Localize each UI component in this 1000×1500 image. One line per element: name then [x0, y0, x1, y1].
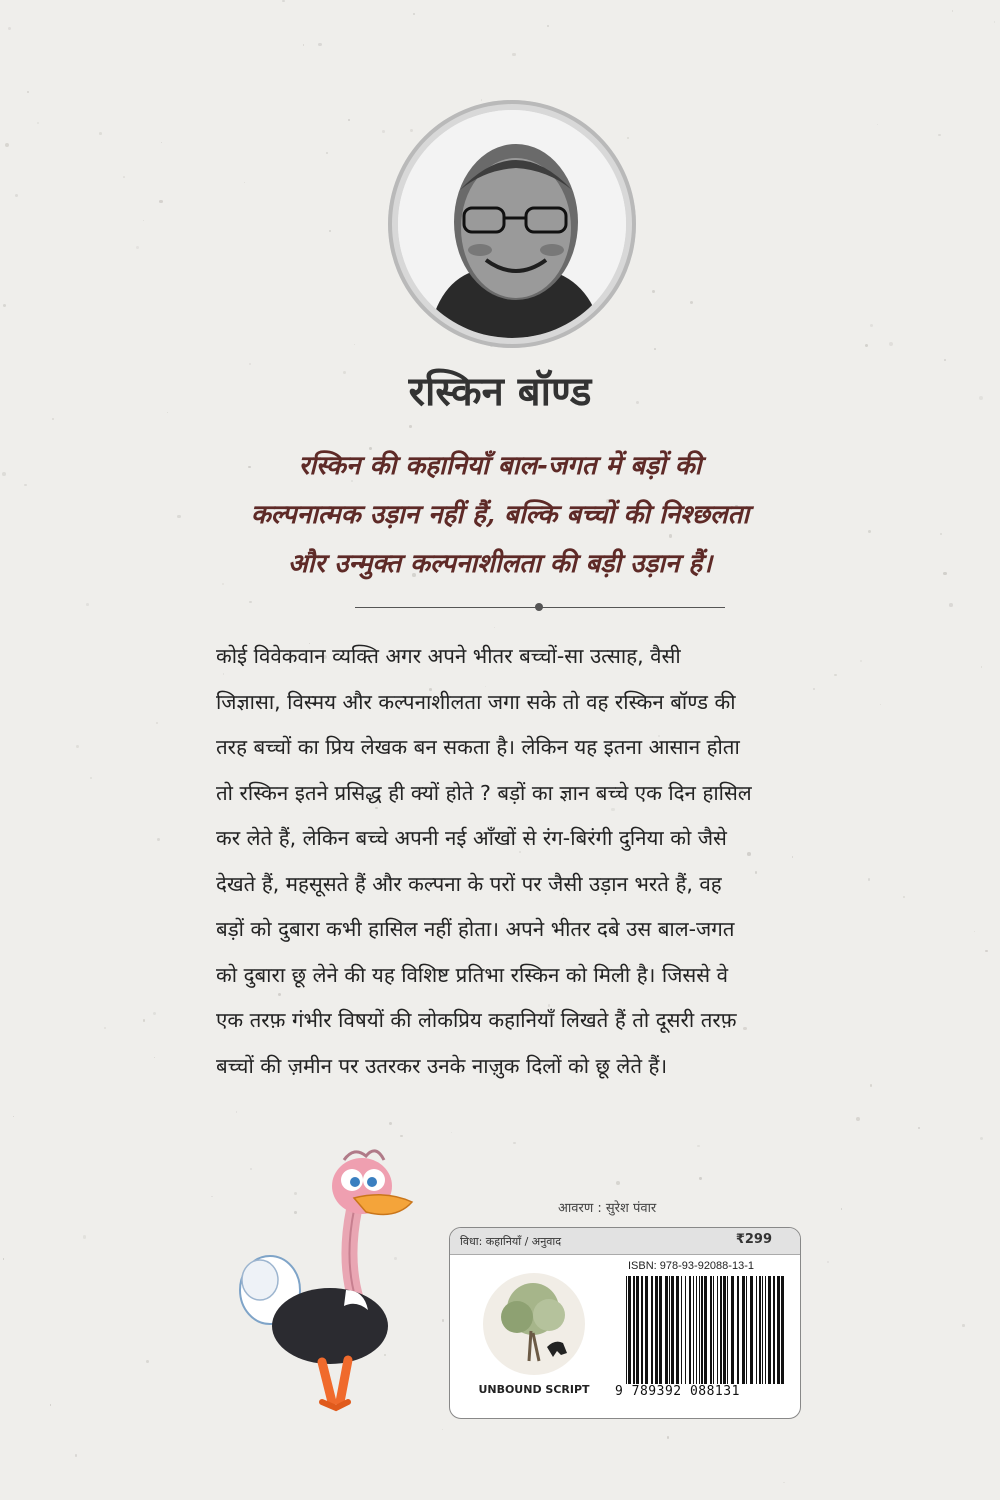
- barcode-bar: [727, 1276, 728, 1384]
- isbn: ISBN: 978-93-92088-13-1: [628, 1260, 754, 1272]
- barcode-bar: [699, 1276, 700, 1384]
- barcode-bar: [628, 1276, 631, 1384]
- barcode-bar: [681, 1276, 682, 1384]
- divider-dot: [535, 603, 543, 611]
- pull-quote: [180, 442, 820, 589]
- barcode-bar: [765, 1276, 766, 1384]
- blurb-line: बड़ों को दुबारा कभी हासिल नहीं होता। अपने भीतर दबे उस बाल-जगत: [216, 917, 735, 941]
- barcode-bar: [742, 1276, 745, 1384]
- blurb-line: बच्चों की ज़मीन पर उतरकर उनके नाज़ुक दिलों को छू लेते हैं।: [216, 1053, 668, 1078]
- barcode-bar: [676, 1276, 679, 1384]
- ostrich-illustration: [236, 1140, 416, 1420]
- barcode-digits: 9 789392 088131: [615, 1384, 740, 1399]
- info-header: [450, 1228, 800, 1255]
- genre-label: विधा: कहानियाँ / अनुवाद: [460, 1235, 562, 1248]
- barcode-bar: [651, 1276, 653, 1384]
- barcode-bar: [710, 1276, 712, 1384]
- quote-line: रस्किन की कहानियाँ बाल-जगत में बड़ों की: [298, 451, 702, 481]
- publisher-logo: [483, 1273, 585, 1375]
- barcode-bar: [720, 1276, 722, 1384]
- barcode-bar: [717, 1276, 718, 1384]
- barcode-bar: [756, 1276, 757, 1384]
- barcode-bar: [636, 1276, 639, 1384]
- blurb-line: जिज्ञासा, विस्मय और कल्पनाशीलता जगा सके तो वह रस्किन बॉण्ड की: [216, 689, 736, 714]
- barcode-bar: [655, 1276, 658, 1384]
- barcode-bar: [665, 1276, 668, 1384]
- barcode-bar: [671, 1276, 674, 1384]
- barcode-bar: [696, 1276, 697, 1384]
- barcode-bar: [645, 1276, 648, 1384]
- book-info-box: [449, 1227, 801, 1419]
- barcode-bar: [781, 1276, 784, 1384]
- blurb-line: तरह बच्चों का प्रिय लेखक बन सकता है। लेकिन यह इतना आसान होता: [216, 735, 740, 759]
- barcode-bar: [731, 1276, 734, 1384]
- barcode-bar: [704, 1276, 707, 1384]
- barcode-bar: [685, 1276, 686, 1384]
- blurb-line: तो रस्किन इतने प्रसिद्ध ही क्यों होते ? बड़ों का ज्ञान बच्चे एक दिन हासिल: [216, 780, 752, 805]
- blurb-line: एक तरफ़ गंभीर विषयों की लोकप्रिय कहानियाँ लिखते हैं तो दूसरी तरफ़: [216, 1008, 737, 1032]
- quote-line: कल्पनात्मक उड़ान नहीं हैं, बल्कि बच्चों की निश्छलता: [250, 500, 750, 530]
- author-portrait: [398, 110, 626, 338]
- barcode: [624, 1276, 786, 1384]
- author-name: रस्किन बॉण्ड: [408, 368, 592, 415]
- barcode-bar: [626, 1276, 627, 1384]
- barcode-bar: [713, 1276, 714, 1384]
- barcode-bar: [773, 1276, 775, 1384]
- blurb-line: कोई विवेकवान व्यक्ति अगर अपने भीतर बच्चों-सा उत्साह, वैसी: [216, 644, 681, 668]
- barcode-bar: [689, 1276, 691, 1384]
- blurb: [216, 634, 826, 1089]
- barcode-bar: [633, 1276, 635, 1384]
- quote-line: और उन्मुक्त कल्पनाशीलता की बड़ी उड़ान हैं।: [287, 549, 713, 579]
- barcode-bar: [641, 1276, 643, 1384]
- barcode-bar: [701, 1276, 703, 1384]
- barcode-bar: [762, 1276, 763, 1384]
- barcode-bar: [737, 1276, 739, 1384]
- cover-design-credit: आवरण : सुरेश पंवार: [558, 1201, 657, 1216]
- barcode-bar: [723, 1276, 726, 1384]
- barcode-bar: [659, 1276, 662, 1384]
- barcode-bar: [768, 1276, 771, 1384]
- publisher-name: UNBOUND SCRIPT: [478, 1383, 590, 1396]
- barcode-bar: [759, 1276, 761, 1384]
- blurb-line: देखते हैं, महसूसते हैं और कल्पना के परों पर जैसी उड़ान भरते हैं, वह: [216, 871, 722, 896]
- barcode-bar: [669, 1276, 670, 1384]
- author-portrait-frame: [388, 100, 636, 348]
- blurb-line: कर लेते हैं, लेकिन बच्चे अपनी नई आँखों से रंग-बिरंगी दुनिया को जैसे: [216, 826, 727, 850]
- barcode-bar: [693, 1276, 694, 1384]
- blurb-line: को दुबारा छू लेने की यह विशिष्ट प्रतिभा रस्किन को मिली है। जिससे वे: [216, 962, 729, 987]
- tree-horse-logo: [483, 1273, 585, 1375]
- barcode-bar: [746, 1276, 747, 1384]
- price-label: ₹299: [735, 1232, 772, 1247]
- barcode-bar: [777, 1276, 780, 1384]
- barcode-bar: [750, 1276, 753, 1384]
